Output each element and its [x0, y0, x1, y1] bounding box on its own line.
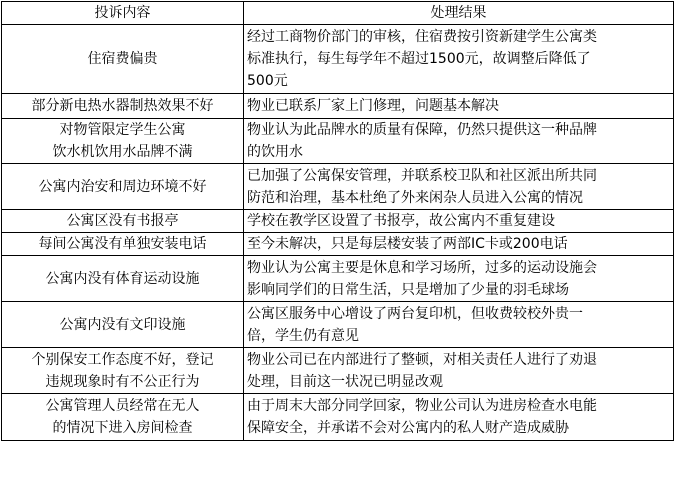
complaint-text-line: 饮水机饮用水品牌不满 — [52, 144, 193, 160]
table-header-row — [2, 2, 674, 25]
result-text-line: 物业认为公寓主要是休息和学习场所，过多的运动设施会 — [247, 259, 597, 276]
result-text-line: 公寓区服务中心增设了两台复印机，但收费较校外贵一 — [247, 305, 583, 322]
complaint-table — [1, 1, 674, 441]
complaint-text-line: 公寓内没有文印设施 — [59, 316, 186, 333]
table-row — [2, 233, 674, 256]
result-cell — [244, 394, 674, 441]
result-text-line: 至今未解决，只是每层楼安装了两部IC卡或200电话 — [247, 236, 568, 252]
complaint-text-line: 违规现象时有不公正行为 — [45, 373, 200, 390]
complaint-text-line: 对物管限定学生公寓 — [59, 122, 186, 138]
table-row — [2, 119, 674, 164]
complaint-cell — [2, 348, 244, 394]
complaint-cell — [2, 256, 244, 302]
result-text-line: 物业公司已在内部进行了整顿，对相关责任人进行了劝退 — [247, 351, 597, 368]
result-text-line: 物业已联系厂家上门修理，问题基本解决 — [247, 98, 499, 114]
result-cell — [244, 164, 674, 210]
result-text-line: 标准执行，每生每学年不超过1500元，故调整后降低了 — [247, 51, 591, 67]
complaint-cell — [2, 302, 244, 348]
complaint-cell — [2, 94, 244, 119]
complaint-text-line: 公寓管理人员经常在无人 — [45, 398, 200, 414]
header-complaint: 投诉内容 — [2, 2, 244, 25]
complaint-cell — [2, 164, 244, 210]
table-row — [2, 302, 674, 348]
complaint-text-line: 公寓区没有书报亭 — [66, 213, 179, 229]
table-row — [2, 256, 674, 302]
result-text-line: 的饮用水 — [247, 144, 303, 160]
complaint-text-line: 住宿费偏贵 — [87, 51, 158, 67]
complaint-cell — [2, 233, 244, 256]
result-cell — [244, 348, 674, 394]
result-cell — [244, 302, 674, 348]
result-text-line: 影响同学们的日常生活，只是增加了少量的羽毛球场 — [247, 281, 569, 298]
result-text-line: 防范和治理，基本杜绝了外来闲杂人员进入公寓的情况 — [247, 189, 583, 206]
result-text-line: 学校在教学区设置了书报亭，故公寓内不重复建设 — [247, 213, 555, 229]
result-text-line: 已加强了公寓保安管理，并联系校卫队和社区派出所共同 — [247, 167, 597, 184]
result-cell — [244, 256, 674, 302]
result-text-line: 物业认为此品牌水的质量有保障，仍然只提供这一种品牌 — [247, 122, 597, 138]
result-text-line: 倍，学生仍有意见 — [247, 327, 359, 344]
complaint-cell — [2, 25, 244, 94]
complaint-text-line: 部分新电热水器制热效果不好 — [31, 98, 214, 114]
complaint-text-line: 公寓内治安和周边环境不好 — [38, 178, 207, 195]
result-cell — [244, 119, 674, 164]
complaint-table-container — [1, 1, 673, 441]
complaint-text-line: 每间公寓没有单独安装电话 — [38, 236, 207, 252]
table-body — [2, 25, 674, 441]
complaint-text-line: 的情况下进入房间检查 — [52, 420, 193, 436]
table-row — [2, 164, 674, 210]
result-text-line: 由于周末大部分同学回家，物业公司认为进房检查水电能 — [247, 398, 597, 414]
complaint-text-line: 公寓内没有体育运动设施 — [45, 270, 200, 287]
result-text-line: 经过工商物价部门的审核，住宿费按引资新建学生公寓类 — [247, 29, 597, 45]
table-row — [2, 25, 674, 94]
result-cell — [244, 210, 674, 233]
result-text-line: 处理，目前这一状况已明显改观 — [247, 373, 443, 390]
table-row — [2, 94, 674, 119]
result-cell — [244, 25, 674, 94]
complaint-cell — [2, 210, 244, 233]
header-result: 处理结果 — [244, 2, 674, 25]
result-text-line: 保障安全，并承诺不会对公寓内的私人财产造成威胁 — [247, 420, 569, 436]
table-row — [2, 394, 674, 441]
table-row — [2, 348, 674, 394]
result-cell — [244, 94, 674, 119]
result-cell — [244, 233, 674, 256]
result-text-line: 500元 — [247, 73, 288, 89]
complaint-cell — [2, 119, 244, 164]
complaint-cell — [2, 394, 244, 441]
table-row — [2, 210, 674, 233]
complaint-text-line: 个别保安工作态度不好，登记 — [31, 351, 214, 368]
